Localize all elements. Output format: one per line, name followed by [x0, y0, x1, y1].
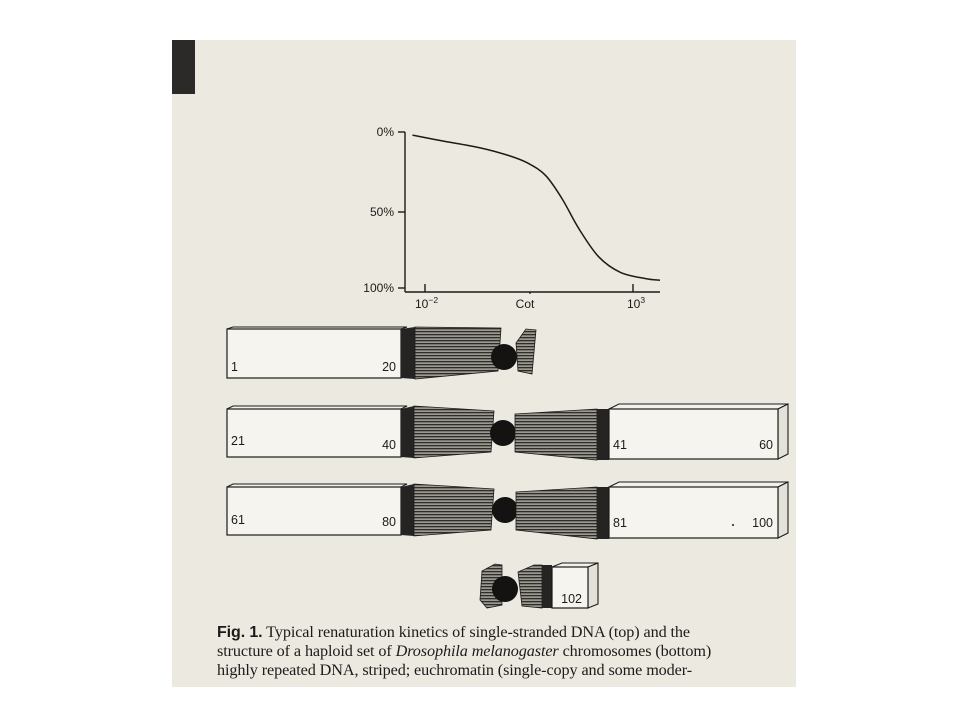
heterochromatin-dark-boundary [401, 406, 414, 458]
euchromatin-arm [609, 409, 778, 459]
band-number: 20 [382, 360, 396, 374]
heterochromatin-striped [516, 487, 597, 539]
heterochromatin-dark-boundary [401, 484, 414, 536]
caption-species: Drosophila melanogaster [395, 642, 559, 660]
speck [732, 524, 734, 526]
band-number: 81 [613, 516, 627, 530]
y-tick-label: 100% [363, 281, 394, 295]
heterochromatin-short-arm [516, 329, 536, 374]
band-number: 21 [231, 434, 245, 448]
caption-text: highly repeated DNA, striped; euchromatin (single-copy and some moder- [217, 661, 693, 679]
chromosome-3 [227, 482, 788, 539]
heterochromatin-dark-boundary [597, 409, 609, 460]
chromosome-2 [227, 404, 788, 460]
caption-text: Typical renaturation kinetics of single-stranded DNA (top) and the [262, 623, 690, 641]
heterochromatin-striped [414, 406, 494, 458]
band-number: 60 [759, 438, 773, 452]
caption-text: structure of a haploid set of [217, 642, 396, 660]
caption-line [217, 661, 792, 680]
y-tick-label: 0% [376, 125, 394, 139]
heterochromatin-striped [515, 409, 597, 460]
euchromatin-arm [227, 487, 401, 535]
euchromatin-arm [227, 329, 401, 378]
chromosome-4 [480, 563, 598, 608]
band-number: 61 [231, 513, 245, 527]
euchromatin-arm-end [778, 482, 788, 538]
centromere [492, 497, 518, 523]
x-axis-label: Cot [515, 297, 535, 311]
scanned-page [172, 40, 796, 687]
band-number: 40 [382, 438, 396, 452]
euchromatin-arm-top [609, 482, 788, 487]
heterochromatin-striped [518, 565, 542, 608]
caption-line [217, 642, 792, 661]
band-number: 1 [231, 360, 238, 374]
band-number: 100 [752, 516, 773, 530]
band-number: 80 [382, 515, 396, 529]
heterochromatin-dark-boundary [597, 487, 609, 539]
heterochromatin-striped [415, 327, 501, 379]
y-tick-label: 50% [369, 205, 394, 219]
band-number: 41 [613, 438, 627, 452]
figure [172, 40, 796, 687]
centromere [490, 420, 516, 446]
euchromatin-arm-top [609, 404, 788, 409]
caption-label: Fig. 1. [217, 624, 263, 641]
renaturation-curve [413, 135, 661, 280]
cot-dot [529, 292, 531, 294]
euchromatin-arm [609, 487, 778, 538]
x-tick-label: $10^3$ [627, 295, 646, 311]
euchromatin-arm-end [588, 563, 598, 608]
centromere [491, 344, 517, 370]
heterochromatin-striped [414, 484, 494, 536]
caption-text: chromosomes (bottom) [558, 642, 712, 660]
centromere [492, 576, 518, 602]
figure-caption [217, 623, 792, 680]
euchromatin-arm-end [778, 404, 788, 459]
heterochromatin-dark-boundary [542, 565, 552, 608]
euchromatin-arm [227, 409, 401, 457]
caption-line [217, 623, 792, 642]
x-tick-label: $10^{-2}$ [415, 295, 439, 311]
band-number: 102 [561, 592, 582, 606]
heterochromatin-dark-boundary [401, 327, 415, 379]
chromosome-1 [227, 327, 536, 379]
renaturation-plot [363, 125, 660, 311]
